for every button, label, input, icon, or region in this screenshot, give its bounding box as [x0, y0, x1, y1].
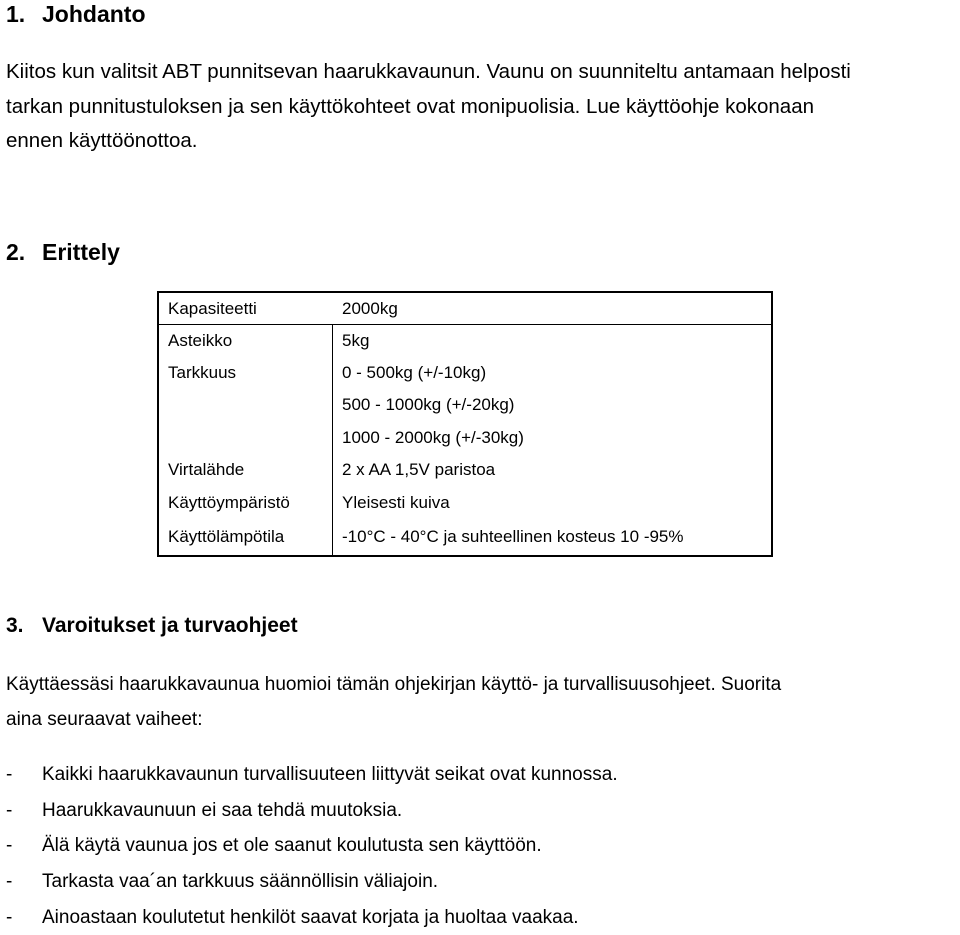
spec-value: 0 - 500kg (+/-10kg) [342, 363, 487, 382]
spec-value: 5kg [342, 331, 370, 350]
spec-value: Yleisesti kuiva [342, 493, 450, 512]
list-item [6, 793, 618, 829]
section-title: Johdanto [42, 1, 146, 27]
list-item-text: Ainoastaan koulutetut henkilöt saavat korjata ja huoltaa vaakaa. [42, 906, 579, 928]
list-item [6, 828, 618, 864]
bullet-marker: - [6, 871, 13, 893]
spec-label: Tarkkuus [168, 363, 237, 382]
intro-line: Kiitos kun valitsit ABT punnitsevan haarukkavaunun. Vaunu on suunniteltu antamaan helposti [6, 60, 851, 83]
list-item-text: Tarkasta vaa´an tarkkuus säännöllisin väliajoin. [42, 871, 439, 893]
spec-label: Kapasiteetti [168, 299, 257, 318]
spec-value: 2000kg [342, 299, 398, 318]
spec-row [159, 389, 771, 421]
intro-line: tarkan punnitustuloksen ja sen käyttökohteet ovat monipuolisia. Lue käyttöohje kokonaan [6, 94, 814, 118]
intro-paragraph [6, 55, 956, 159]
list-item-text: Haarukkavaunuun ei saa tehdä muutoksia. [42, 799, 403, 821]
spec-row [159, 357, 771, 389]
list-item [6, 864, 618, 900]
section-heading-erittely [6, 238, 120, 266]
section-number: 3. [6, 614, 24, 637]
spec-row [159, 325, 771, 357]
spec-row [159, 487, 771, 519]
section-number: 1. [6, 1, 26, 27]
spec-value: 1000 - 2000kg (+/-30kg) [342, 428, 524, 447]
bullet-marker: - [6, 799, 13, 821]
spec-label: Virtalähde [168, 460, 245, 479]
safety-steps-list [6, 757, 618, 935]
section-title: Varoitukset ja turvaohjeet [42, 614, 298, 637]
warnings-line: aina seuraavat vaiheet: [6, 708, 203, 730]
bullet-marker: - [6, 906, 13, 928]
spec-label: Käyttölämpötila [168, 527, 285, 546]
spec-value: 500 - 1000kg (+/-20kg) [342, 395, 515, 414]
spec-value: 2 x AA 1,5V paristoa [342, 460, 496, 479]
list-item-text: Kaikki haarukkavaunun turvallisuuteen liittyvät seikat ovat kunnossa. [42, 764, 618, 785]
bullet-marker: - [6, 835, 13, 857]
spec-label: Käyttöympäristö [168, 493, 290, 512]
specification-table [157, 291, 773, 557]
list-item [6, 757, 618, 793]
spec-row [159, 454, 771, 486]
bullet-marker: - [6, 764, 13, 785]
section-heading-johdanto [6, 0, 146, 28]
spec-label: Asteikko [168, 331, 233, 350]
list-item [6, 900, 618, 935]
section-title: Erittely [42, 239, 120, 265]
section-heading-varoitukset [6, 612, 298, 640]
intro-line: ennen käyttöönottoa. [6, 129, 198, 152]
list-item-text: Älä käytä vaunua jos et ole saanut koulutusta sen käyttöön. [42, 835, 542, 857]
warnings-paragraph [6, 668, 956, 737]
spec-row [159, 293, 771, 325]
spec-value: -10°C - 40°C ja suhteellinen kosteus 10 -95% [342, 527, 684, 546]
spec-row [159, 521, 771, 553]
spec-row [159, 422, 771, 454]
section-number: 2. [6, 239, 26, 265]
warnings-line: Käyttäessäsi haarukkavaunua huomioi tämän ohjekirjan käyttö- ja turvallisuusohjeet. Suorita [6, 674, 782, 695]
